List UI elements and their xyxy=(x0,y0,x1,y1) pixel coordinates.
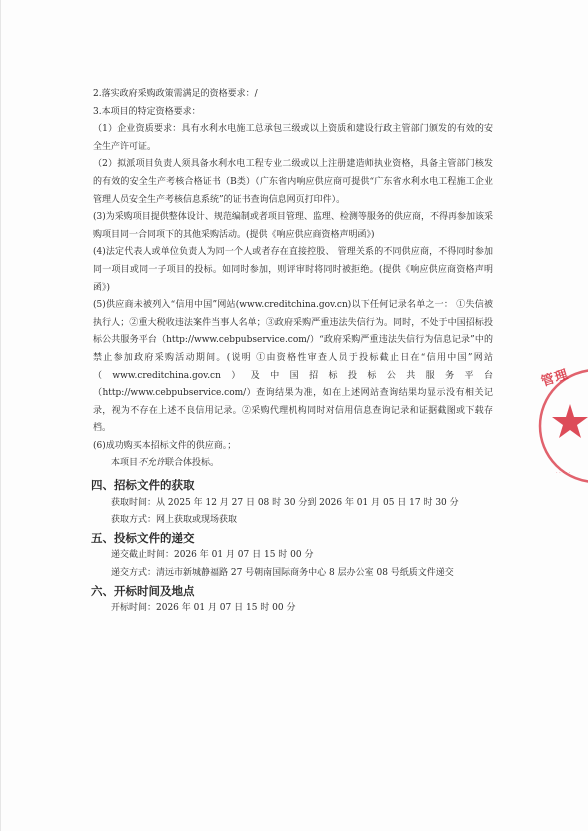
seal-text: 管理 xyxy=(539,367,571,390)
paragraph-policy-requirement: 2.落实政府采购政策需满足的资格要求：/ xyxy=(93,89,258,99)
paragraph-qualification-4: (4)法定代表人或单位负责人为同一个人或者存在直接控股、 管理关系的不同供应商，不得同时参加同一项目或同一子项目的投标。如同时参加，则评审时将同时被拒绝。(提供《响应供应商资格声明函》) xyxy=(93,247,493,293)
section-heading-obtain: 四、招标文件的获取 xyxy=(91,478,195,493)
paragraph-qualification-6: (6)成功购买本招标文件的供应商。； xyxy=(93,440,237,451)
submit-deadline: 递交截止时间：2026 年 01 月 07 日 15 时 00 分 xyxy=(111,550,314,561)
obtain-method: 获取方式：网上获取或现场获取 xyxy=(111,515,238,526)
submit-method: 递交方式：清远市新城静福路 27 号朝南国际商务中心 8 层办公室 08 号纸质文件递交 xyxy=(111,568,454,579)
document-body xyxy=(93,86,493,618)
opening-time: 开标时间：2026 年 01 月 07 日 15 时 00 分 xyxy=(111,603,296,614)
paragraph-consortium: 本项目不允许联合体投标。 xyxy=(111,458,220,469)
paragraph-qualification-1: （1）企业资质要求：具有水利水电施工总承包三级或以上资质和建设行政主管部门颁发的有效的安全生产许可证。 xyxy=(93,124,493,152)
section-heading-submit: 五、投标文件的递交 xyxy=(91,530,195,545)
paragraph-qualification-2: （2）拟派项目负责人须具备水利水电工程专业二级或以上注册建造师执业资格，具备主管部门核发的有效的安全生产考核合格证书（B类）（广东省内响应供应商可提供“广东省水利水电工程施工企业管理人员安全生产考核信息系统”的证书查询信息网页打印件）。 xyxy=(93,159,493,205)
paragraph-specific-requirements: 3.本项目的特定资格要求： xyxy=(93,106,201,117)
svg-text:· · · · ·: · · · · · xyxy=(556,470,571,476)
official-seal-stamp xyxy=(536,362,588,490)
paragraph-qualification-5: (5)供应商未被列入“信用中国”网站(www.creditchina.gov.cn)以下任何记录名单之一： ①失信被执行人；②重大税收违法案件当事人名单；③政府采购严重违法失信行为。同时，不处于中国招标投标公共服务平台（http://www.cebpubservice.com/）“政府采购严重违法失信行为信息记录”中的禁止参加政府采购活动期间。(说明 ①由资格性审查人员于投标截止日在“信用中国”网站（www.creditchina.gov.cn）及中国招标投标公共服务平台（http://www.cebpubservice.com/）查询结果为准，如在上述网站查询结果均显示没有相关记录，视为不存在上述不良信用记录。②采购代理机构同时对信用信息查询记录和证据截图或下载存档。 xyxy=(93,300,493,434)
obtain-time: 获取时间：从 2025 年 12 月 27 日 08 时 30 分到 2026 年 01 月 05 日 17 时 30 分 xyxy=(111,497,459,508)
paragraph-qualification-3: (3)为采购项目提供整体设计、规范编制或者项目管理、监理、检测等服务的供应商，不得再参加该采购项目同一合同项下的其他采购活动。(提供《响应供应商资格声明函》) xyxy=(93,212,493,240)
consortium-not-allowed: 不允许 xyxy=(138,458,166,469)
section-heading-opening: 六、开标时间及地点 xyxy=(91,583,195,598)
